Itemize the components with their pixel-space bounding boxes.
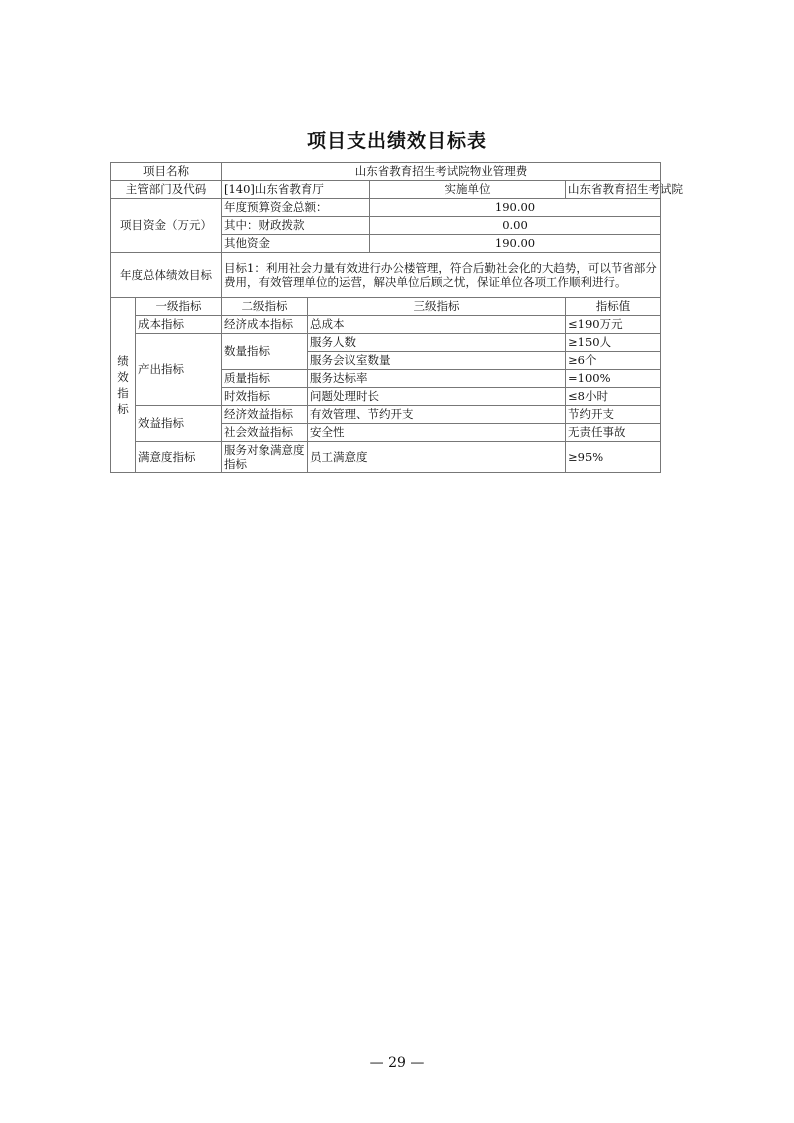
annual-goal-row — [111, 253, 661, 298]
timeliness-value: ≤8小时 — [566, 388, 661, 406]
timeliness-l2: 时效指标 — [222, 388, 308, 406]
table-row — [111, 316, 661, 334]
satisfaction-value: ≥95% — [566, 442, 661, 473]
performance-indicators-label — [111, 298, 136, 473]
project-name-value: 山东省教育招生考试院物业管理费 — [222, 163, 661, 181]
funds-other-label: 其他资金 — [222, 235, 370, 253]
indicator-header-row — [111, 298, 661, 316]
level1-header: 一级指标 — [136, 298, 222, 316]
quantity-value-rooms: ≥6个 — [566, 352, 661, 370]
quality-l2: 质量指标 — [222, 370, 308, 388]
output-l1: 产出指标 — [136, 334, 222, 406]
cost-value: ≤190万元 — [566, 316, 661, 334]
quality-l3: 服务达标率 — [308, 370, 566, 388]
funds-total-value: 190.00 — [370, 199, 661, 217]
department-label: 主管部门及代码 — [111, 181, 222, 199]
value-header: 指标值 — [566, 298, 661, 316]
quantity-l3-rooms: 服务会议室数量 — [308, 352, 566, 370]
page-number: — 29 — — [369, 1055, 425, 1071]
table-row — [111, 334, 661, 352]
quantity-l2: 数量指标 — [222, 334, 308, 370]
annual-goal-label: 年度总体绩效目标 — [111, 253, 222, 298]
funds-total-label: 年度预算资金总额： — [222, 199, 370, 217]
level2-header: 二级指标 — [222, 298, 308, 316]
social-l2: 社会效益指标 — [222, 424, 308, 442]
table-row — [111, 442, 661, 473]
funds-fiscal-label: 其中：财政拨款 — [222, 217, 370, 235]
funds-row — [111, 199, 661, 217]
department-value: [140]山东省教育厅 — [222, 181, 370, 199]
page-title: 项目支出绩效目标表 — [306, 130, 487, 152]
social-value: 无责任事故 — [566, 424, 661, 442]
performance-table — [110, 162, 683, 473]
quantity-value-people: ≥150人 — [566, 334, 661, 352]
cost-l3: 总成本 — [308, 316, 566, 334]
project-name-label: 项目名称 — [111, 163, 222, 181]
cost-l1: 成本指标 — [136, 316, 222, 334]
cost-l2: 经济成本指标 — [222, 316, 308, 334]
satisfaction-l3: 员工满意度 — [308, 442, 566, 473]
funds-label: 项目资金（万元） — [111, 199, 222, 253]
quantity-l3-people: 服务人数 — [308, 334, 566, 352]
funds-fiscal-value: 0.00 — [370, 217, 661, 235]
table-row — [111, 406, 661, 424]
funds-other-value: 190.00 — [370, 235, 661, 253]
implementer-value: 山东省教育招生考试院 — [566, 181, 661, 199]
level3-header: 三级指标 — [308, 298, 566, 316]
department-row — [111, 181, 661, 199]
economic-value: 节约开支 — [566, 406, 661, 424]
performance-indicators-text: 绩效指标 — [117, 354, 129, 416]
annual-goal-text: 目标1：利用社会力量有效进行办公楼管理，符合后勤社会化的大趋势，可以节省部分费用，有效管理单位的运营，解决单位后顾之忧，保证单位各项工作顺利进行。 — [222, 253, 661, 298]
social-l3: 安全性 — [308, 424, 566, 442]
satisfaction-l2: 服务对象满意度指标 — [222, 442, 308, 473]
timeliness-l3: 问题处理时长 — [308, 388, 566, 406]
economic-l3: 有效管理、节约开支 — [308, 406, 566, 424]
benefit-l1: 效益指标 — [136, 406, 222, 442]
economic-l2: 经济效益指标 — [222, 406, 308, 424]
satisfaction-l1: 满意度指标 — [136, 442, 222, 473]
quality-value: =100% — [566, 370, 661, 388]
implementer-label: 实施单位 — [370, 181, 566, 199]
project-name-row — [111, 163, 661, 181]
